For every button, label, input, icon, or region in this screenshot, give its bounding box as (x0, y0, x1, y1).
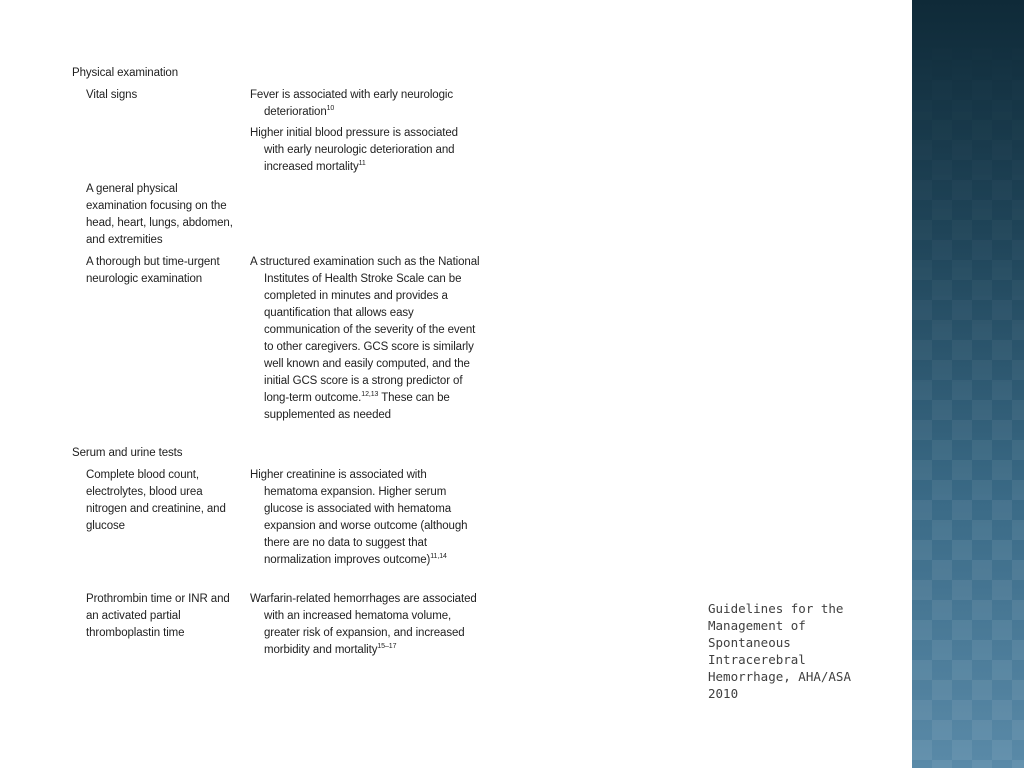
note-warfarin: Warfarin-related hemorrhages are associated with an increased hematoma volume, greater risk of expansion, and increased morbidity and mortality$^{15-17}$ (250, 593, 477, 656)
source-caption: Guidelines for the Management of Spontaneous Intracerebral Hemorrhage, AHA/ASA 2010 (708, 601, 851, 701)
section-header-physical-examination: Physical examination (72, 67, 179, 79)
row-label-general-physical-exam: A general physical examination focusing on the head, heart, lungs, abdomen, and extremities (86, 183, 233, 246)
note-creatinine: Higher creatinine is associated with hematoma expansion. Higher serum glucose is associated with hematoma expansion and worse outcome (although there are no data to suggest that normalization improves outcome)$^{11,14}$ (250, 469, 468, 566)
row-label-neurologic-exam: A thorough but time-urgent neurologic examination (86, 256, 220, 285)
decorative-side-panel (912, 0, 1024, 768)
note-structured-exam: A structured examination such as the National Institutes of Health Stroke Scale can be completed in minutes and provides a quantification that allows easy communication of the severity of the event to other caregivers. GCS score is similarly well known and easily computed, and the initial GCS score is a strong predictor of long-term outcome.$^{12,13}$ These can be supplemented as needed (250, 256, 480, 421)
row-label-prothrombin: Prothrombin time or INR and an activated partial thromboplastin time (86, 593, 230, 639)
row-notes-neurologic-exam (250, 254, 480, 424)
row-label-blood-count: Complete blood count, electrolytes, blood urea nitrogen and creatinine, and glucose (86, 469, 226, 532)
section-header-serum-urine-tests: Serum and urine tests (72, 447, 183, 459)
note-blood-pressure: Higher initial blood pressure is associated with early neurologic deterioration and increased mortality$^{11}$ (250, 127, 458, 173)
row-notes-blood-count (250, 467, 480, 569)
row-notes-blood-pressure (250, 125, 480, 176)
note-fever: Fever is associated with early neurologic deterioration$^{10}$ (250, 89, 453, 118)
row-notes-vital-signs (250, 87, 480, 121)
diamond-pattern (912, 0, 1024, 768)
row-label-vital-signs: Vital signs (86, 89, 138, 101)
row-notes-prothrombin (250, 591, 480, 659)
